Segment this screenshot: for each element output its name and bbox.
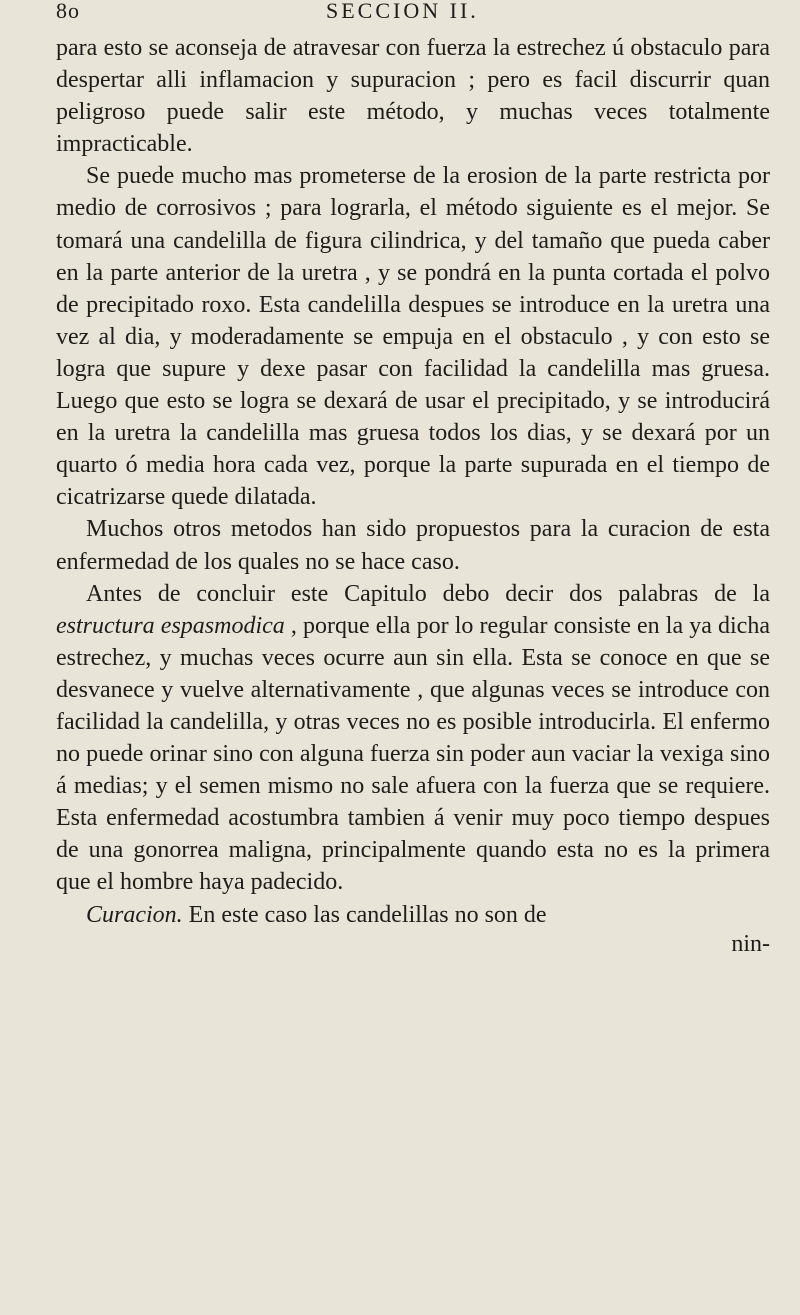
paragraph-5 bbox=[56, 899, 770, 931]
paragraph-5-text: En este caso las candelillas no son de bbox=[182, 901, 547, 928]
paragraph-4-text-start: Antes de concluir este Capitulo debo decir dos palabras de la bbox=[86, 580, 770, 607]
paragraph-4-text-end: , porque ella por lo regular consiste en la ya dicha estrechez, y muchas veces ocurre aun sin ella. Esta se conoce en que se desvanece y vuelve alternativamente , que algunas veces se introduce con facilidad la candelilla, y otras veces no es posible introducirla. El enfermo no puede orinar sino con alguna fuerza sin poder aun vaciar la vexiga sino á medias; y el semen mismo no sale afuera con la fuerza que se requiere. Esta enfermedad acostumbra tambien á venir muy poco tiempo despues de una gonorrea maligna, principalmente quando esta no es la primera que el hombre haya padecido. bbox=[56, 612, 770, 896]
running-head: SECCION II. bbox=[326, 0, 479, 23]
page-number: 8o bbox=[56, 0, 80, 23]
body-text bbox=[56, 32, 770, 957]
paragraph-1: para esto se aconseja de atravesar con fuerza la estrechez ú obstaculo para despertar alli inflamacion y supuracion ; pero es facil discurrir quan peligroso puede salir este método, y muchas veces totalmente impracticable. bbox=[56, 35, 770, 158]
paragraph-4 bbox=[56, 578, 770, 899]
paragraph-3: Muchos otros metodos han sido propuestos para la curacion de esta enfermedad de los quales no se hace caso. bbox=[56, 516, 770, 575]
italic-term-estructura-espasmodica: estructura espasmodica bbox=[56, 612, 285, 639]
italic-term-curacion: Curacion. bbox=[86, 901, 183, 928]
paragraph-2: Se puede mucho mas prometerse de la erosion de la parte restricta por medio de corrosivos ; para lograrla, el método siguiente es el mejor. Se tomará una candelilla de figura cilindrica, y del tamaño que pueda caber en la parte anterior de la uretra , y se pondrá en la punta cortada el polvo de precipitado roxo. Esta candelilla despues se introduce en la uretra una vez al dia, y moderadamente se empuja en el obstaculo , y con esto se logra que supure y dexe pasar con facilidad la candelilla mas gruesa. Luego que esto se logra se dexará de usar el precipitado, y se introducirá en la uretra la candelilla mas gruesa todos los dias, y se dexará por un quarto ó media hora cada vez, porque la parte supurada en el tiempo de cicatrizarse quede dilatada. bbox=[56, 163, 770, 511]
page-header bbox=[56, 0, 770, 30]
catchword: nin- bbox=[731, 930, 770, 957]
